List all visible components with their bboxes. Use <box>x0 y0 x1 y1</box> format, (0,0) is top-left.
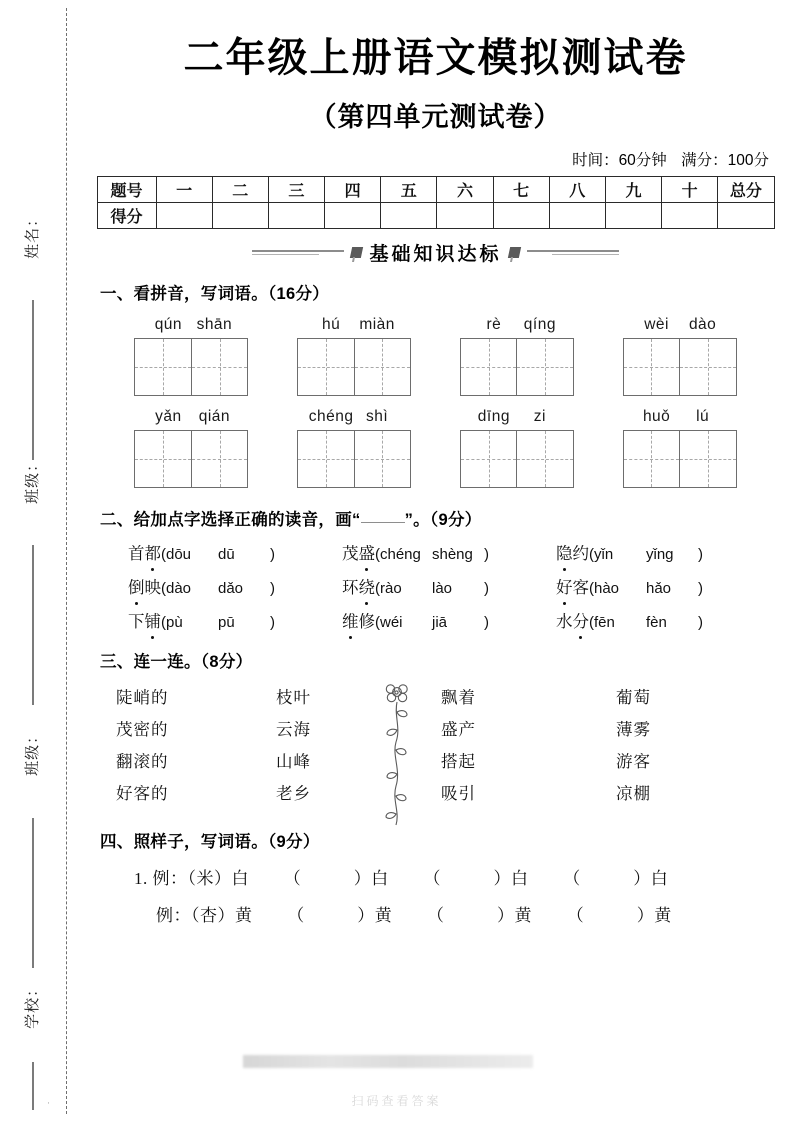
binding-sidebar <box>0 0 78 1122</box>
score-row-label-score: 得分 <box>97 203 156 229</box>
question-3-matching <box>78 682 793 810</box>
match-item-3-1[interactable]: 飘着 <box>441 688 476 707</box>
score-cell-3[interactable] <box>268 203 324 229</box>
choice-word-4a-dotted: 倒 <box>128 574 145 598</box>
question-2-row-3 <box>78 608 793 632</box>
pinyin-label-4 <box>623 316 737 334</box>
example-1-blank-2[interactable]: （ ） <box>423 869 511 888</box>
choice-word-8b: 修 <box>358 612 375 631</box>
score-table <box>97 176 775 229</box>
choice-pinyin-7: (pù pū ) <box>161 614 275 631</box>
match-item-4-3[interactable]: 游客 <box>616 752 651 771</box>
section-banner <box>78 239 793 266</box>
pinyin-label-3 <box>460 316 574 334</box>
sidebar-rule-class <box>32 545 34 705</box>
score-col-4: 四 <box>325 177 381 203</box>
pinyin-syllable-6b: shì <box>366 408 389 425</box>
match-item-2-3[interactable]: 山峰 <box>276 752 311 771</box>
pinyin-item-4 <box>623 316 737 396</box>
example-2-char-2: 黄 <box>514 906 532 925</box>
choice-word-6a-dotted: 好 <box>556 574 573 598</box>
question-2-heading-before: 二、给加点字选择正确的读音，画“ <box>100 511 361 529</box>
example-2-char-3: 黄 <box>654 906 672 925</box>
pinyin-label-5 <box>134 408 248 426</box>
score-col-7: 七 <box>493 177 549 203</box>
tianzige-grid-2[interactable] <box>297 338 411 396</box>
tianzige-grid-3[interactable] <box>460 338 574 396</box>
paper-body <box>78 0 793 1122</box>
question-4-example-2 <box>156 901 793 926</box>
choice-pinyin-1: (dōu dū ) <box>161 546 275 563</box>
choice-word-6b: 客 <box>572 578 589 597</box>
match-item-1-3[interactable]: 翻滚的 <box>116 752 169 771</box>
choice-item-9[interactable] <box>556 608 770 632</box>
pinyin-syllable-8a: huǒ <box>642 408 671 425</box>
sidebar-field-class <box>10 455 56 504</box>
choice-pinyin-2: (chéng shèng ) <box>375 546 489 563</box>
score-cell-5[interactable] <box>381 203 437 229</box>
score-col-10: 十 <box>662 177 718 203</box>
question-1-row-2 <box>78 408 793 488</box>
question-2-row-1 <box>78 540 793 564</box>
match-item-4-1[interactable]: 葡萄 <box>616 688 651 707</box>
choice-pinyin-4: (dào dǎo ) <box>161 580 275 597</box>
sidebar-field-school <box>10 980 56 1029</box>
pinyin-syllable-2b: miàn <box>359 316 395 333</box>
score-col-3: 三 <box>268 177 324 203</box>
match-item-3-3[interactable]: 搭起 <box>441 752 476 771</box>
cut-dashed-line <box>66 8 67 1114</box>
choice-word-4b: 映 <box>144 578 161 597</box>
pinyin-syllable-7b: zi <box>533 408 546 425</box>
pinyin-syllable-5a: yǎn <box>155 408 182 425</box>
pinyin-syllable-6a: chéng <box>308 408 354 425</box>
score-cell-total[interactable] <box>718 203 774 229</box>
score-cell-2[interactable] <box>212 203 268 229</box>
banner-rule-left <box>252 250 344 255</box>
score-cell-10[interactable] <box>662 203 718 229</box>
choice-word-5b-dotted: 绕 <box>359 574 376 598</box>
match-item-4-2[interactable]: 薄雾 <box>616 720 651 739</box>
choice-item-2[interactable] <box>342 540 556 564</box>
tianzige-grid-5[interactable] <box>134 430 248 488</box>
example-1-blank-1[interactable]: （ ） <box>283 869 372 888</box>
score-cell-8[interactable] <box>549 203 605 229</box>
choice-pinyin-5: (rào lào ) <box>375 580 489 597</box>
match-column-4 <box>616 682 776 810</box>
pinyin-syllable-4a: wèi <box>644 316 669 333</box>
score-cell-9[interactable] <box>605 203 661 229</box>
pinyin-item-1 <box>134 316 248 396</box>
sidebar-rule-name <box>32 300 34 460</box>
match-column-1 <box>116 682 276 810</box>
choice-word-7b-dotted: 铺 <box>145 608 162 632</box>
pinyin-item-7 <box>460 408 574 488</box>
match-column-2 <box>276 682 441 810</box>
page-title: 二年级上册语文模拟测试卷 <box>183 36 688 80</box>
question-2-heading <box>100 506 793 530</box>
pinyin-syllable-1b: shān <box>196 316 233 333</box>
pinyin-item-5 <box>134 408 248 488</box>
pinyin-label-2 <box>297 316 411 334</box>
example-1-number: 1. <box>134 869 148 888</box>
pinyin-syllable-3b: qíng <box>523 316 556 333</box>
pinyin-item-2 <box>297 316 411 396</box>
match-item-4-4[interactable]: 凉棚 <box>616 784 651 803</box>
banner-flag-icon-left <box>350 247 363 258</box>
question-4-heading: 四、照样子，写词语。（9分） <box>100 833 320 851</box>
sidebar-field-name <box>10 210 56 259</box>
score-col-1: 一 <box>156 177 212 203</box>
choice-pinyin-9: (fēn fèn ) <box>589 614 703 631</box>
table-row-header <box>97 177 774 203</box>
sidebar-field-class2 <box>10 727 56 776</box>
score-col-8: 八 <box>549 177 605 203</box>
match-item-1-1[interactable]: 陡峭的 <box>116 688 169 707</box>
choice-word-9a: 水 <box>556 612 573 631</box>
example-1-char-1: 白 <box>371 869 389 888</box>
sidebar-label-class2: 班级： <box>25 727 42 776</box>
match-item-1-4[interactable]: 好客的 <box>116 784 169 803</box>
choice-pinyin-8: (wéi jiā ) <box>375 614 489 631</box>
pinyin-item-8 <box>623 408 737 488</box>
score-col-9: 九 <box>605 177 661 203</box>
exam-meta <box>78 148 769 170</box>
question-1-heading: 一、看拼音，写词语。（16分） <box>100 285 330 303</box>
choice-word-1a: 首 <box>128 544 145 563</box>
sidebar-label-name: 姓名： <box>25 210 42 259</box>
choice-pinyin-3: (yǐn yǐng ) <box>589 546 703 563</box>
question-1-row-1 <box>78 316 793 396</box>
match-item-1-2[interactable]: 茂密的 <box>116 720 169 739</box>
question-3-heading: 三、连一连。（8分） <box>100 653 253 671</box>
match-item-2-4[interactable]: 老乡 <box>276 784 311 803</box>
choice-item-4[interactable] <box>128 574 342 598</box>
tianzige-grid-6[interactable] <box>297 430 411 488</box>
exam-total-score: 满分：100分 <box>681 152 769 169</box>
redacted-watermark-bar <box>243 1055 533 1068</box>
example-2-blank-3[interactable]: （ ） <box>566 906 655 925</box>
sidebar-rule-class2 <box>32 818 34 968</box>
tianzige-grid-7[interactable] <box>460 430 574 488</box>
pinyin-label-6 <box>297 408 411 426</box>
choice-word-1b-dotted: 都 <box>145 540 162 564</box>
choice-item-3[interactable] <box>556 540 770 564</box>
choice-word-2a: 茂 <box>342 544 359 563</box>
tianzige-grid-4[interactable] <box>623 338 737 396</box>
score-row-label-question: 题号 <box>97 177 156 203</box>
choice-word-3a-dotted: 隐 <box>556 540 573 564</box>
example-1-char-3: 白 <box>650 869 669 888</box>
choice-item-1[interactable] <box>128 540 342 564</box>
footer-faint-text: 扫码查看答案 <box>351 1094 442 1108</box>
choice-word-9b-dotted: 分 <box>573 608 590 632</box>
match-column-3 <box>441 682 616 810</box>
pinyin-syllable-3a: rè <box>486 316 502 333</box>
page-subtitle: （第四单元测试卷） <box>309 102 562 132</box>
question-4-example-1 <box>134 864 793 889</box>
pinyin-syllable-5b: qián <box>198 408 231 425</box>
pinyin-syllable-8b: lú <box>696 408 710 425</box>
choice-word-5a: 环 <box>342 578 359 597</box>
question-2-heading-after: ”。（9分） <box>404 511 482 529</box>
choice-item-7[interactable] <box>128 608 342 632</box>
example-1-blank-3[interactable]: （ ） <box>563 869 651 888</box>
choice-word-8a-dotted: 维 <box>342 608 359 632</box>
example-2-blank-1[interactable]: （ ） <box>287 906 375 925</box>
choice-item-8[interactable] <box>342 608 556 632</box>
pinyin-label-8 <box>623 408 737 426</box>
section-banner-title: 基础知识达标 <box>369 244 502 265</box>
example-2-prefix: 例：（杏）黄 <box>156 906 253 925</box>
pinyin-label-1 <box>134 316 248 334</box>
pinyin-syllable-4b: dào <box>688 316 717 333</box>
pinyin-syllable-2a: hú <box>322 316 341 333</box>
choice-word-7a: 下 <box>128 612 145 631</box>
pinyin-syllable-7a: dīng <box>477 408 510 425</box>
score-col-total: 总分 <box>718 177 774 203</box>
choice-word-2b-dotted: 盛 <box>359 540 376 564</box>
choice-item-5[interactable] <box>342 574 556 598</box>
sidebar-label-class: 班级： <box>25 455 42 504</box>
tianzige-grid-1[interactable] <box>134 338 248 396</box>
example-2-blank-2[interactable]: （ ） <box>427 906 515 925</box>
example-2-char-1: 黄 <box>374 906 393 925</box>
corner-mark: · <box>47 1098 50 1108</box>
choice-word-3b: 约 <box>572 544 589 563</box>
pinyin-item-3 <box>460 316 574 396</box>
pinyin-syllable-1a: qún <box>154 316 183 333</box>
score-col-6: 六 <box>437 177 493 203</box>
score-cell-6[interactable] <box>437 203 493 229</box>
pinyin-item-6 <box>297 408 411 488</box>
score-col-2: 二 <box>212 177 268 203</box>
match-item-3-2[interactable]: 盛产 <box>441 720 476 739</box>
example-1-prefix: 例：（米）白 <box>152 869 249 888</box>
table-row-scores <box>97 203 774 229</box>
sidebar-label-school: 学校： <box>25 980 42 1029</box>
match-item-2-1[interactable]: 枝叶 <box>276 688 311 707</box>
pinyin-label-7 <box>460 408 574 426</box>
choice-pinyin-6: (hào hǎo ) <box>589 580 703 597</box>
score-cell-7[interactable] <box>493 203 549 229</box>
score-col-5: 五 <box>381 177 437 203</box>
score-cell-4[interactable] <box>325 203 381 229</box>
banner-rule-right <box>527 250 619 255</box>
question-2-row-2 <box>78 574 793 598</box>
match-item-3-4[interactable]: 吸引 <box>441 784 476 803</box>
exam-time: 时间：60分钟 <box>572 152 667 169</box>
answer-underline-icon <box>361 522 405 523</box>
match-item-2-2[interactable]: 云海 <box>276 720 311 739</box>
score-cell-1[interactable] <box>156 203 212 229</box>
banner-flag-icon-right <box>507 247 520 258</box>
example-1-char-2: 白 <box>511 869 529 888</box>
choice-item-6[interactable] <box>556 574 770 598</box>
tianzige-grid-8[interactable] <box>623 430 737 488</box>
